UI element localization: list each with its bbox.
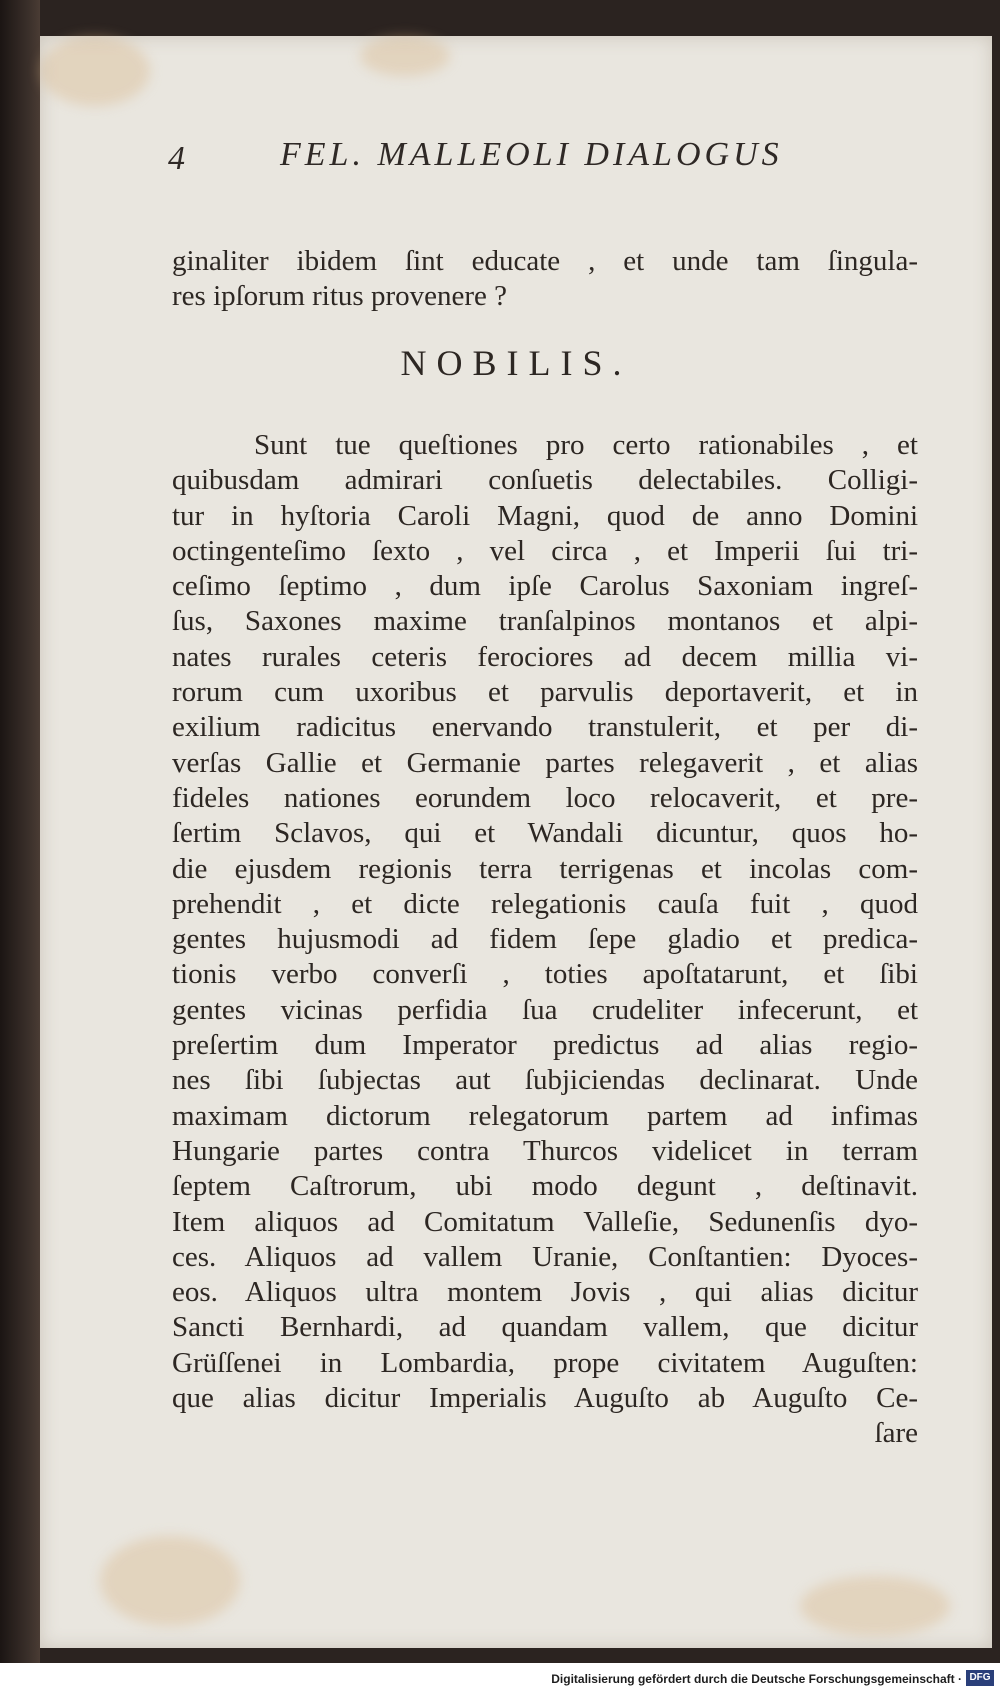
running-head — [40, 136, 992, 176]
text-line: rorum cum uxoribus et parvulis deportaverit, et in — [172, 676, 918, 709]
paper-stain — [100, 1536, 240, 1626]
book-binding-edge — [0, 0, 40, 1663]
paper-stain — [40, 36, 150, 106]
text-line: ſeptem Caſtrorum, ubi modo degunt , deſtinavit. — [172, 1170, 918, 1203]
text-line: ſus, Saxones maxime tranſalpinos montanos et alpi- — [172, 605, 918, 638]
text-line: quibusdam admirari conſuetis delectabiles. Colligi- — [172, 464, 918, 497]
text-line: que alias dicitur Imperialis Auguſto ab Auguſto Ce- — [172, 1382, 918, 1415]
text-line: ſertim Sclavos, qui et Wandali dicuntur, quos ho- — [172, 817, 918, 850]
text-line: fideles nationes eorundem loco relocaverit, et pre- — [172, 781, 918, 814]
text-line: gentes vicinas perfidia ſua crudeliter infecerunt, et — [172, 993, 918, 1026]
text-line: die ejusdem regionis terra terrigenas et incolas com- — [172, 852, 918, 885]
text-line: prehendit , et dicte relegationis cauſa fuit , quod — [172, 887, 918, 920]
text-line: nates rurales ceteris ferociores ad decem millia vi- — [172, 640, 918, 673]
paper-stain — [360, 36, 450, 76]
text-line: Grüſſenei in Lombardia, prope civitatem Auguſten: — [172, 1346, 918, 1379]
text-line: nes ſibi ſubjectas aut ſubjiciendas declinarat. Unde — [172, 1064, 918, 1097]
text-line: verſas Gallie et Germanie partes relegaverit , et alias — [172, 746, 918, 779]
text-line: ceſimo ſeptimo , dum ipſe Carolus Saxoniam ingreſ- — [172, 570, 918, 603]
book-page — [40, 36, 992, 1648]
text-line: maximam dictorum relegatorum partem ad infimas — [172, 1099, 918, 1132]
running-head-title: FEL. MALLEOLI DIALOGUS — [280, 136, 783, 173]
text-line: ginaliter ibidem ſint educate , et unde tam ſingula- — [172, 245, 918, 277]
text-line: gentes hujusmodi ad fidem ſepe gladio et predica- — [172, 923, 918, 956]
text-line: octingenteſimo ſexto , vel circa , et Imperii ſui tri- — [172, 534, 918, 567]
text-line: ces. Aliquos ad vallem Uranie, Conſtantien: Dyoces- — [172, 1240, 918, 1273]
body-paragraph — [172, 428, 918, 1452]
text-line: tur in hyſtoria Caroli Magni, quod de anno Domini — [172, 499, 918, 532]
dfg-logo: DFG — [966, 1670, 994, 1686]
paper-stain — [800, 1576, 950, 1636]
page-number: 4 — [168, 140, 185, 177]
text-line: Sunt tue queſtiones pro certo rationabiles , et — [254, 429, 918, 461]
text-line: res ipſorum ritus provenere ? — [172, 280, 508, 313]
text-line: eos. Aliquos ultra montem Jovis , qui alias dicitur — [172, 1276, 918, 1309]
intro-paragraph — [172, 244, 918, 315]
text-line: Item aliquos ad Comitatum Valleſie, Sedunenſis dyo- — [172, 1205, 918, 1238]
text-line: tionis verbo converſi , toties apoſtatarunt, et ſibi — [172, 958, 918, 991]
text-line: exilium radicitus enervando transtulerit, et per di- — [172, 711, 918, 744]
section-heading: NOBILIS. — [400, 343, 632, 383]
text-line: Hungarie partes contra Thurcos videlicet in terram — [172, 1134, 918, 1167]
text-line: preſertim dum Imperator predictus ad alias regio- — [172, 1029, 918, 1062]
footer-bar — [0, 1663, 1000, 1694]
catchword: ſare — [874, 1417, 918, 1450]
funding-credit: Digitalisierung gefördert durch die Deutsche Forschungsgemeinschaft · — [551, 1672, 962, 1686]
text-line: Sancti Bernhardi, ad quandam vallem, que dicitur — [172, 1311, 918, 1344]
